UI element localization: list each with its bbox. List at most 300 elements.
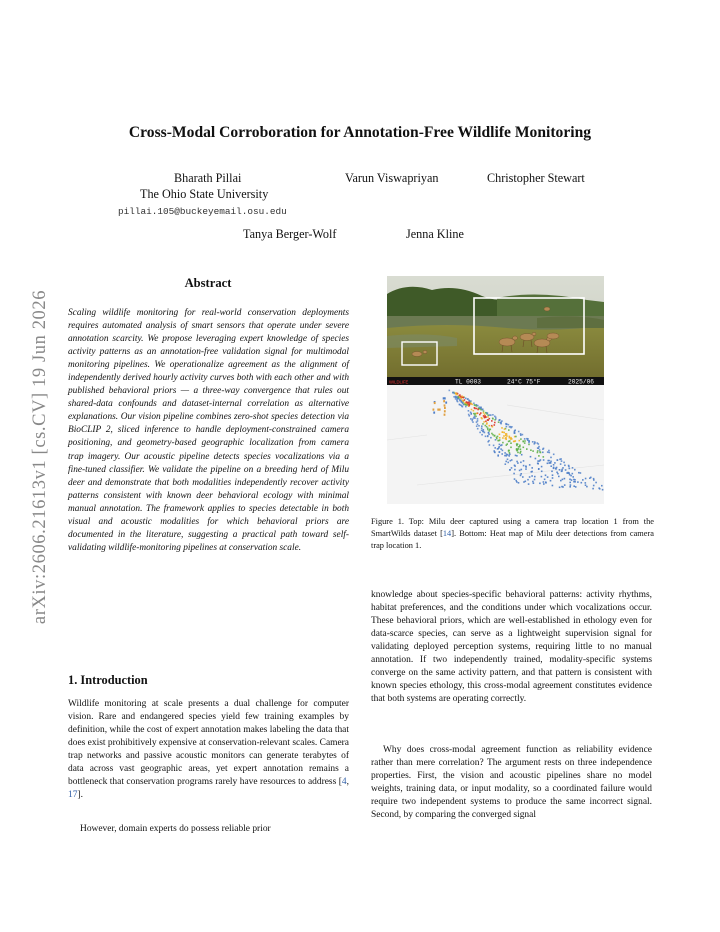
heatmap-cell [486,426,488,428]
heatmap-cell [565,469,567,471]
heatmap-cell [516,455,518,457]
heatmap-cell [511,459,513,461]
heatmap-cell [592,488,594,490]
heatmap-cell [459,400,461,402]
heatmap-cell [531,475,533,477]
heatmap-cell [520,451,522,453]
heatmap-cell [482,423,484,425]
heatmap-cell [531,467,533,469]
heatmap-cell [510,427,512,429]
heatmap-cell [557,473,559,475]
heatmap-cell [524,440,526,442]
heatmap-cell [500,448,502,450]
heatmap-cell [548,450,550,452]
heatmap-cell [582,479,584,481]
heatmap-cell [506,444,508,446]
detection-heatmap [387,385,604,504]
heatmap-cell [494,419,496,421]
heatmap-cell [485,416,487,418]
heatmap-cell [537,460,539,462]
figure-1-caption: Figure 1. Top: Milu deer captured using a camera trap location 1 from the SmartWilds dataset [14]. Bottom: Heat map of Milu deer detections from camera trap location 1. [371,517,654,550]
heatmap-cell [543,448,545,450]
heatmap-cell [574,481,576,483]
heatmap-cell [434,402,436,404]
heatmap-cell [474,404,476,406]
heatmap-cell [550,465,552,467]
heatmap-cell [528,483,530,485]
heatmap-cell [478,425,480,427]
heatmap-cell [492,426,494,428]
heatmap-cell [523,447,525,449]
heatmap-cell [500,445,502,447]
heatmap-cell [523,441,525,443]
heatmap-cell [470,413,472,415]
heatmap-cell [562,479,564,481]
heatmap-cell [474,416,476,418]
heatmap-cell [480,409,482,411]
heatmap-cell [489,418,491,420]
author-1-email[interactable]: pillai.105@buckeyemail.osu.edu [118,206,287,217]
heatmap-cell [508,441,510,443]
heatmap-cell [477,424,479,426]
heatmap-cell [561,469,563,471]
heatmap-cell [487,419,489,421]
heatmap-cell [477,418,479,420]
heatmap-cell [532,450,534,452]
heatmap-cell [537,463,539,465]
heatmap-cell [476,405,478,407]
heatmap-cell [485,421,487,423]
heatmap-cell [464,399,466,401]
heatmap-cell [581,482,583,484]
citation-link[interactable]: 4 [341,777,347,788]
heatmap-cell [483,410,485,412]
heatmap-cell [540,452,542,454]
heatmap-cell [515,480,517,482]
heatmap-cell [538,443,540,445]
heatmap-cell [561,471,563,473]
heatmap-cell [598,487,600,489]
heatmap-cell [569,482,571,484]
heatmap-cell [568,465,570,467]
heatmap-cell [562,486,564,488]
heatmap-cell [452,392,454,394]
heatmap-cell [516,443,518,445]
heatmap-cell [569,479,571,481]
heatmap-cell [508,455,510,457]
heatmap-cell [488,440,490,442]
paper-title: Cross-Modal Corroboration for Annotation-Free Wildlife Monitoring [128,124,592,141]
heatmap-cell [495,439,497,441]
heatmap-cell [444,410,446,412]
heatmap-cell [550,457,552,459]
heatmap-cell [566,472,568,474]
heatmap-cell [538,468,540,470]
heatmap-cell [520,449,522,451]
heatmap-cell [527,438,529,440]
heatmap-cell [555,468,557,470]
heatmap-cell [513,441,515,443]
heatmap-cell [461,400,463,402]
heatmap-cell [499,451,501,453]
heatmap-cell [490,414,492,416]
heatmap-cell [514,469,516,471]
heatmap-cell [602,489,604,491]
heatmap-cell [514,431,516,433]
heatmap-cell [521,454,523,456]
heatmap-cell [537,450,539,452]
heatmap-cell [541,471,543,473]
heatmap-cell [519,445,521,447]
heatmap-cell [527,439,529,441]
heatmap-cell [568,472,570,474]
heatmap-cell [499,419,501,421]
heatmap-cell [572,467,574,469]
heatmap-cell [443,400,445,402]
heatmap-cell [477,409,479,411]
heatmap-cell [480,407,482,409]
heatmap-cell [543,459,545,461]
heatmap-cell [554,462,556,464]
heatmap-cell [509,469,511,471]
heatmap-cell [572,476,574,478]
heatmap-cell [459,404,461,406]
heatmap-cell [518,448,520,450]
heatmap-cell [480,412,482,414]
heatmap-cell [505,439,507,441]
heatmap-cell [494,424,496,426]
heatmap-cell [510,442,512,444]
heatmap-cell [569,474,571,476]
heatmap-cell [481,418,483,420]
heatmap-cell [479,432,481,434]
heatmap-cell [585,478,587,480]
heatmap-cell [585,482,587,484]
heatmap-cell [530,449,532,451]
heatmap-cell [544,479,546,481]
heatmap-cell [445,402,447,404]
heatmap-cell [572,473,574,475]
heatmap-cell [470,400,472,402]
heatmap-cell [505,463,507,465]
heatmap-cell [461,396,463,398]
camera-trap-image [387,276,604,385]
heatmap-cell [574,469,576,471]
heatmap-cell [545,475,547,477]
heatmap-cell [538,455,540,457]
author-1: Bharath Pillai [174,171,242,185]
heatmap-cell [433,412,435,414]
heatmap-cell [444,404,446,406]
heatmap-cell [437,409,439,411]
heatmap-cell [577,481,579,483]
heatmap-cell [495,417,497,419]
heatmap-cell [539,460,541,462]
heatmap-cell [504,452,506,454]
heatmap-cell [509,454,511,456]
heatmap-cell [557,459,559,461]
heatmap-cell [488,434,490,436]
heatmap-cell [468,400,470,402]
heatmap-cell [487,427,489,429]
heatmap-cell [541,466,543,468]
heatmap-cell [528,442,530,444]
heatmap-cell [527,479,529,481]
heatmap-cell [559,469,561,471]
heatmap-cell [560,480,562,482]
heatmap-cell [550,461,552,463]
heatmap-cell [539,449,541,451]
heatmap-cell [472,421,474,423]
heatmap-cell [570,484,572,486]
heatmap-cell [534,443,536,445]
heatmap-cell [595,482,597,484]
heatmap-cell [508,450,510,452]
heatmap-cell [483,421,485,423]
heatmap-cell [543,481,545,483]
heatmap-cell [539,483,541,485]
heatmap-cell [518,482,520,484]
heatmap-cell [518,431,520,433]
heatmap-cell [524,442,526,444]
heatmap-cell [532,481,534,483]
author-1-affiliation: The Ohio State University [140,187,269,201]
heatmap-cell [547,451,549,453]
heatmap-cell [492,414,494,416]
heatmap-cell [552,474,554,476]
heatmap-cell [519,452,521,454]
heatmap-cell [498,421,500,423]
heatmap-cell [499,434,501,436]
heatmap-cell [503,432,505,434]
heatmap-cell [520,475,522,477]
heatmap-cell [469,415,471,417]
heatmap-cell [531,471,533,473]
heatmap-cell [468,405,470,407]
heatmap-cell [569,486,571,488]
heatmap-cell [515,455,517,457]
heatmap-cell [553,464,555,466]
heatmap-cell [534,476,536,478]
heatmap-cell [533,482,535,484]
heatmap-cell [524,438,526,440]
abstract-text: Scaling wildlife monitoring for real-world conservation deployments requires automated analysis of smart sensors that operate under severe annotation scarcity. We propose leveraging expert knowledge of species activity patterns as an annotation-free validation signal for multimodal monitoring pipelines. We operationalize agreement as the alignment of independently derived hourly activity curves both with each other and with published behavioral priors — a three-way convergence that rules out shared-data confounds and dataset-internal correlation as alternative explanations. Our vision pipeline combines zero-shot species detection via BioCLIP 2, sliced inference to handle deployment-constrained camera positioning, and geometry-based geographic localization from camera trap imagery. Our acoustic pipeline detects species vocalizations via a fine-tuned classifier. We validate the pipeline on a breeding herd of Milu deer and demonstrate that both modalities independently recover activity patterns consistent with known deer behavioral ecology with minimal manual annotation. The framework applies to species detectable in both visual and acoustic modalities for which behavioral priors are documented in the literature, suggesting a practical path toward self-validating wildlife-monitoring pipelines at conservation scale. [68,308,349,553]
heatmap-cell [465,404,467,406]
heatmap-cell [515,436,517,438]
heatmap-cell [507,462,509,464]
heatmap-cell [523,465,525,467]
heatmap-cell [585,484,587,486]
heatmap-cell [505,435,507,437]
heatmap-cell [488,430,490,432]
heatmap-cell [458,397,460,399]
heatmap-cell [589,477,591,479]
heatmap-cell [535,458,537,460]
svg-text:WILDLIFE: WILDLIFE [389,379,409,385]
heatmap-cell [552,485,554,487]
author-3: Christopher Stewart [487,171,585,185]
heatmap-cell [547,476,549,478]
heatmap-cell [498,447,500,449]
heatmap-cell [499,444,501,446]
heatmap-cell [517,452,519,454]
heatmap-cell [483,431,485,433]
heatmap-cell [510,438,512,440]
heatmap-cell [494,435,496,437]
heatmap-cell [470,403,472,405]
heatmap-cell [505,437,507,439]
heatmap-cell [506,423,508,425]
heatmap-cell [468,410,470,412]
citation-link[interactable]: 14 [442,529,452,538]
heatmap-cell [601,485,603,487]
citation-link[interactable]: 17 [68,790,78,801]
heatmap-cell [559,459,561,461]
heatmap-cell [462,402,464,404]
heatmap-cell [552,477,554,479]
heatmap-cell [530,456,532,458]
heatmap-cell [494,451,496,453]
author-5: Jenna Kline [406,227,464,241]
heatmap-cell [475,416,477,418]
heatmap-cell [487,416,489,418]
heatmap-cell [513,473,515,475]
heatmap-cell [477,428,479,430]
heatmap-cell [560,463,562,465]
heatmap-cell [525,481,527,483]
heatmap-cell [489,444,491,446]
heatmap-cell [472,418,474,420]
heatmap-cell [509,436,511,438]
heatmap-cell [564,478,566,480]
heatmap-cell [502,431,504,433]
heatmap-cell [529,476,531,478]
heatmap-cell [504,428,506,430]
section-heading-introduction: 1. Introduction [68,673,148,687]
heatmap-cell [479,406,481,408]
heatmap-cell [467,398,469,400]
heatmap-cell [471,409,473,411]
heatmap-cell [504,455,506,457]
heatmap-cell [580,472,582,474]
arxiv-stamp: arXiv:2606.21613v1 [cs.CV] 19 Jun 2026 [30,289,50,625]
heatmap-cell [520,473,522,475]
heatmap-cell [506,455,508,457]
heatmap-cell [502,442,504,444]
heatmap-cell [483,412,485,414]
heatmap-cell [541,476,543,478]
heatmap-cell [520,434,522,436]
heatmap-cell [534,479,536,481]
heatmap-cell [444,414,446,416]
heatmap-cell [456,393,458,395]
heatmap-cell [516,461,518,463]
heatmap-cell [511,467,513,469]
heatmap-cell [443,397,445,399]
camera-overlay-temp: 24°C 75°F [507,378,541,385]
heatmap-cell [485,436,487,438]
intro-paragraph-right-2: Why does cross-modal agreement function as reliability evidence rather than mere correlation? The argument rests on three independence properties. First, the vision and acoustic pipelines share no model weights, training data, or input modality, so a coordinated failure would require two independent systems to produce the same incorrect signal. Second, by comparing the converged signal [371,745,652,821]
heatmap-cell [519,440,521,442]
heatmap-cell [485,412,487,414]
heatmap-cell [500,422,502,424]
heatmap-cell [514,465,516,467]
heatmap-cell [593,485,595,487]
heatmap-cell [473,413,475,415]
heatmap-cell [526,448,528,450]
heatmap-cell [571,479,573,481]
heatmap-cell [476,425,478,427]
heatmap-cell [559,487,561,489]
heatmap-cell [489,425,491,427]
camera-overlay-tl: TL 0003 [455,378,481,385]
heatmap-cell [433,409,435,411]
heatmap-cell [522,476,524,478]
heatmap-cell [493,445,495,447]
heatmap-cell [479,414,481,416]
heatmap-cell [519,470,521,472]
heatmap-cell [573,485,575,487]
heatmap-cell [497,440,499,442]
heatmap-cell [538,447,540,449]
heatmap-cell [549,462,551,464]
heatmap-cell [517,462,519,464]
heatmap-cell [486,423,488,425]
camera-overlay-date: 2025/06 [568,378,594,385]
heatmap-cell [492,418,494,420]
heatmap-cell [543,456,545,458]
heatmap-cell [570,475,572,477]
heatmap-cell [473,410,475,412]
heatmap-cell [537,452,539,454]
heatmap-cell [488,432,490,434]
heatmap-cell [522,434,524,436]
heatmap-cell [578,472,580,474]
heatmap-cell [516,450,518,452]
heatmap-cell [494,422,496,424]
heatmap-cell [508,429,510,431]
heatmap-cell [505,461,507,463]
intro-paragraph-right-1: knowledge about species-specific behavioral patterns: activity rhythms, habitat preferences, and the conditions under which vocalizations occur. These behavioral priors, which are well-established in ethology even for data-scarce species, can serve as a lightweight supervision signal for validating deployed perception systems, requiring little to no manual annotation. If two independently trained, modality-specific systems converge on the same activity pattern, and that pattern is consistent with known species ethology, this cross-modal agreement constitutes evidence that both systems are operating correctly. [371,590,652,705]
heatmap-cell [489,414,491,416]
heatmap-cell [507,454,509,456]
heatmap-cell [470,418,472,420]
heatmap-cell [487,435,489,437]
heatmap-cell [476,421,478,423]
heatmap-cell [473,403,475,405]
heatmap-cell [497,436,499,438]
heatmap-cell [586,486,588,488]
heatmap-cell [508,424,510,426]
heatmap-cell [465,398,467,400]
heatmap-cell [501,427,503,429]
heatmap-cell [520,462,522,464]
heatmap-cell [510,447,512,449]
heatmap-cell [593,478,595,480]
heatmap-cell [562,467,564,469]
heatmap-cell [509,452,511,454]
heatmap-cell [569,468,571,470]
heatmap-cell [483,429,485,431]
heatmap-cell [481,427,483,429]
heatmap-cell [474,407,476,409]
heatmap-cell [476,413,478,415]
heatmap-cell [499,439,501,441]
heatmap-cell [444,407,446,409]
heatmap-cell [510,460,512,462]
heatmap-cell [575,486,577,488]
heatmap-cell [520,438,522,440]
